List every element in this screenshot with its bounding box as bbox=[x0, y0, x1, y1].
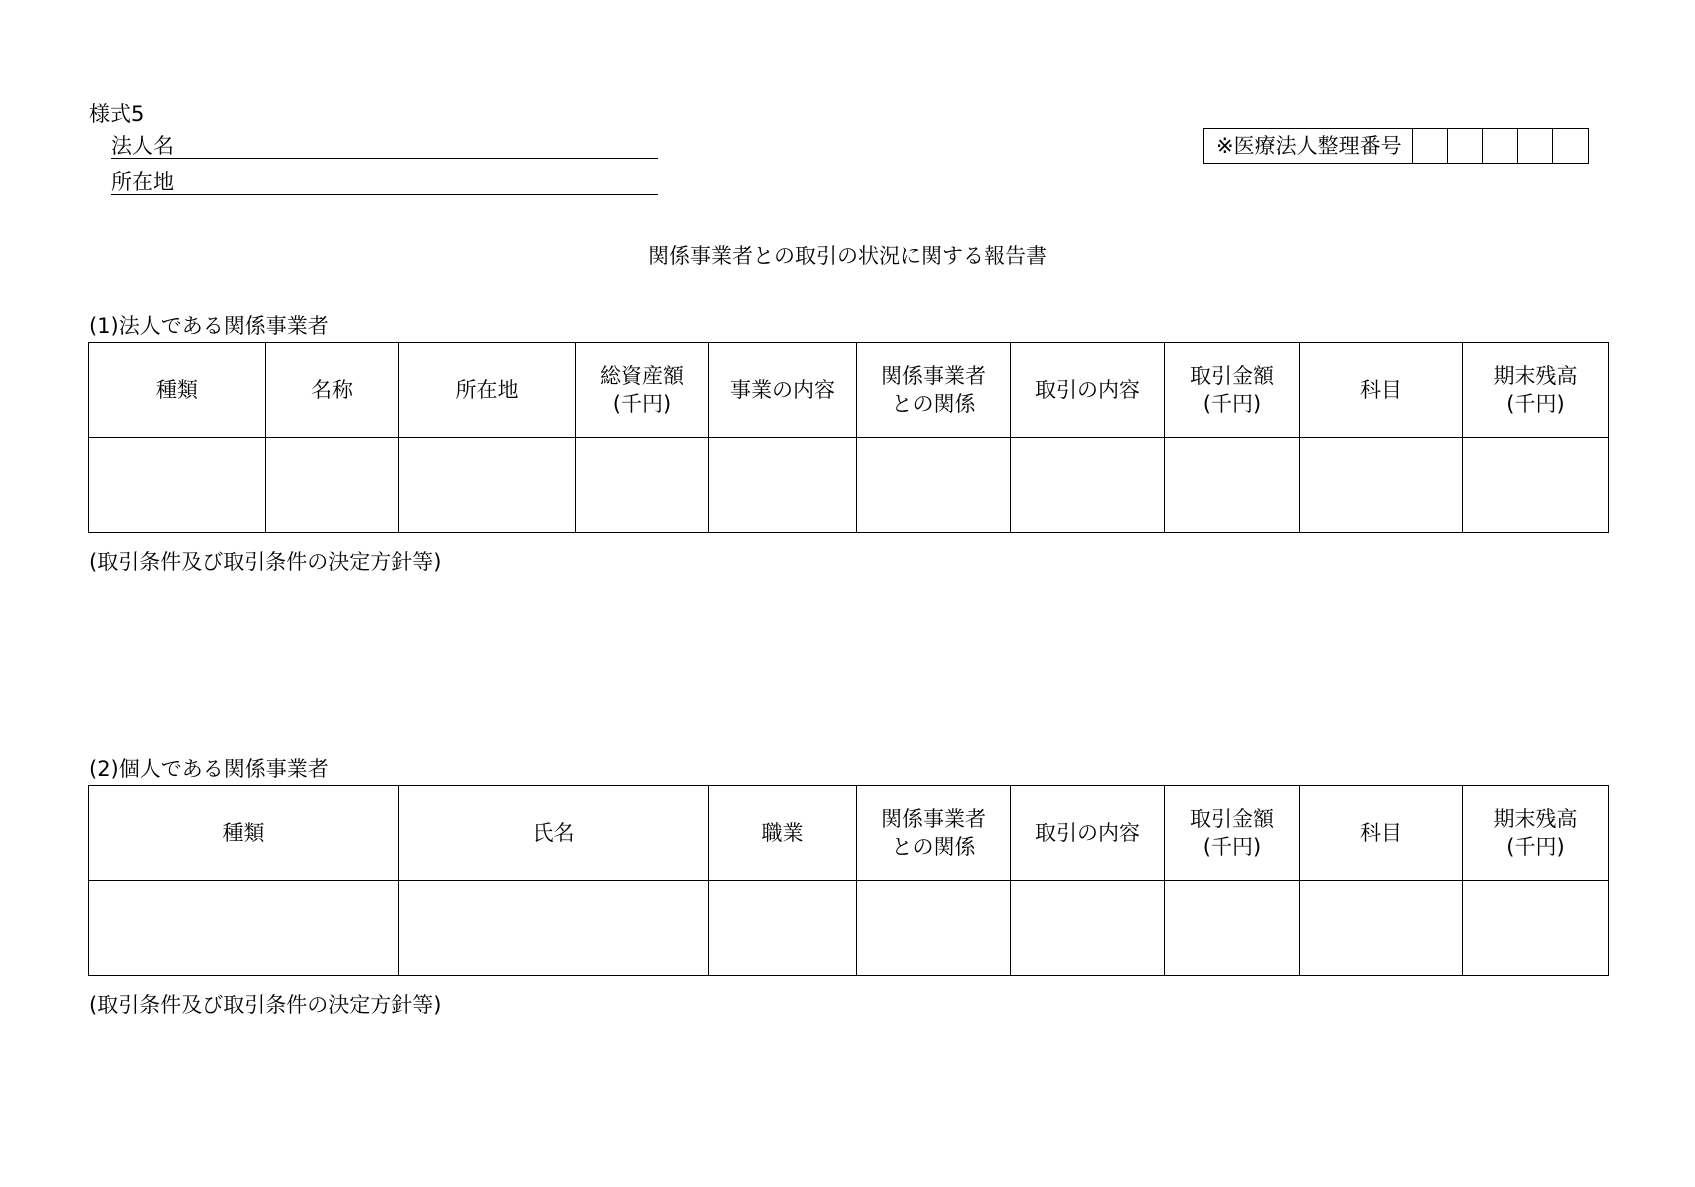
registration-number-label: ※医療法人整理番号 bbox=[1204, 129, 1413, 163]
table-header-row bbox=[89, 343, 1609, 438]
section1-terms-note: (取引条件及び取引条件の決定方針等) bbox=[89, 550, 442, 574]
table-cell[interactable] bbox=[1011, 438, 1165, 533]
col-header-ending-balance: 期末残高 (千円) bbox=[1463, 343, 1609, 438]
col-header-amount: 取引金額 (千円) bbox=[1165, 786, 1300, 881]
col-header-relationship: 関係事業者 との関係 bbox=[857, 786, 1011, 881]
table-row bbox=[89, 438, 1609, 533]
table-row bbox=[89, 881, 1609, 976]
col-header-business: 事業の内容 bbox=[709, 343, 857, 438]
table-cell[interactable] bbox=[1011, 881, 1165, 976]
table-cell[interactable] bbox=[399, 881, 709, 976]
registration-number-box bbox=[1203, 128, 1589, 164]
col-header-name: 名称 bbox=[266, 343, 399, 438]
section2-terms-note: (取引条件及び取引条件の決定方針等) bbox=[89, 993, 442, 1017]
col-header-occupation: 職業 bbox=[709, 786, 857, 881]
table-cell[interactable] bbox=[709, 881, 857, 976]
table-cell[interactable] bbox=[709, 438, 857, 533]
table-cell[interactable] bbox=[576, 438, 709, 533]
registration-digit-cell[interactable] bbox=[1483, 129, 1518, 163]
table-header-row bbox=[89, 786, 1609, 881]
section2-heading: (2)個人である関係事業者 bbox=[89, 757, 329, 781]
table-cell[interactable] bbox=[1300, 438, 1463, 533]
table-cell[interactable] bbox=[1165, 881, 1300, 976]
individual-related-party-table bbox=[88, 785, 1609, 976]
col-header-person-name: 氏名 bbox=[399, 786, 709, 881]
corporate-related-party-table bbox=[88, 342, 1609, 533]
col-header-total-assets: 総資産額 (千円) bbox=[576, 343, 709, 438]
corp-name-label: 法人名 bbox=[111, 134, 174, 158]
col-header-type: 種類 bbox=[89, 786, 399, 881]
form-number: 様式5 bbox=[89, 102, 145, 126]
col-header-account: 科目 bbox=[1300, 786, 1463, 881]
col-header-amount: 取引金額 (千円) bbox=[1165, 343, 1300, 438]
table-cell[interactable] bbox=[399, 438, 576, 533]
table-cell[interactable] bbox=[857, 438, 1011, 533]
col-header-relationship: 関係事業者 との関係 bbox=[857, 343, 1011, 438]
registration-digit-cell[interactable] bbox=[1448, 129, 1483, 163]
table-cell[interactable] bbox=[1165, 438, 1300, 533]
col-header-transaction: 取引の内容 bbox=[1011, 343, 1165, 438]
section1-heading: (1)法人である関係事業者 bbox=[89, 314, 329, 338]
col-header-location: 所在地 bbox=[399, 343, 576, 438]
col-header-transaction: 取引の内容 bbox=[1011, 786, 1165, 881]
corp-name-field[interactable] bbox=[111, 134, 658, 159]
col-header-ending-balance: 期末残高 (千円) bbox=[1463, 786, 1609, 881]
address-label: 所在地 bbox=[111, 170, 174, 194]
col-header-type: 種類 bbox=[89, 343, 266, 438]
col-header-account: 科目 bbox=[1300, 343, 1463, 438]
registration-digit-cell[interactable] bbox=[1518, 129, 1553, 163]
table-cell[interactable] bbox=[1463, 881, 1609, 976]
table-cell[interactable] bbox=[89, 881, 399, 976]
table-cell[interactable] bbox=[1300, 881, 1463, 976]
address-field[interactable] bbox=[111, 170, 658, 195]
registration-digit-cell[interactable] bbox=[1553, 129, 1588, 163]
registration-digit-cell[interactable] bbox=[1413, 129, 1448, 163]
table-cell[interactable] bbox=[89, 438, 266, 533]
table-cell[interactable] bbox=[1463, 438, 1609, 533]
table-cell[interactable] bbox=[857, 881, 1011, 976]
table-cell[interactable] bbox=[266, 438, 399, 533]
document-title: 関係事業者との取引の状況に関する報告書 bbox=[648, 244, 1047, 268]
